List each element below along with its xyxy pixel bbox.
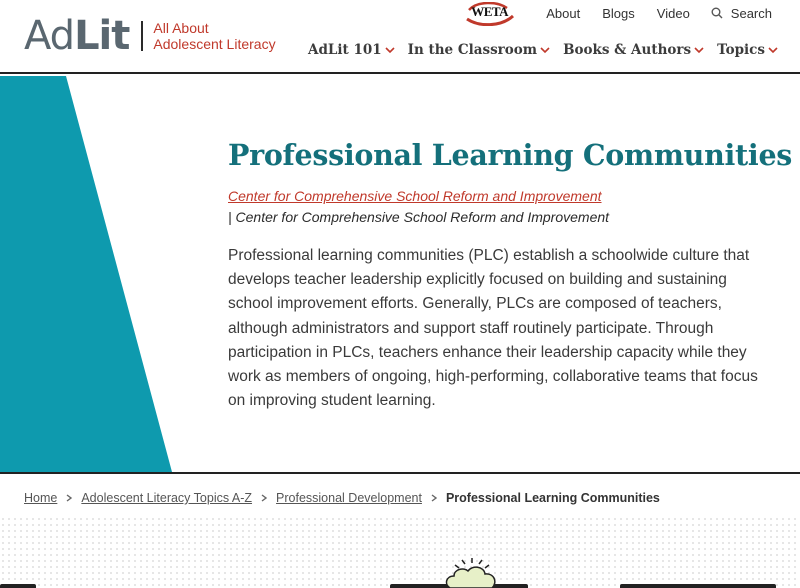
- logo-wordmark: AdLit: [24, 13, 130, 59]
- page-title: Professional Learning Communities: [228, 138, 793, 172]
- search-icon: [711, 7, 723, 19]
- chevron-right-icon: [63, 493, 75, 503]
- chevron-down-icon: [385, 46, 395, 54]
- blogs-link[interactable]: Blogs: [602, 5, 635, 21]
- cloud-icon: [440, 556, 504, 588]
- about-link[interactable]: About: [546, 5, 581, 21]
- chevron-down-icon: [768, 46, 778, 54]
- search-label: Search: [730, 5, 772, 21]
- search-button[interactable]: [711, 6, 772, 21]
- weta-logo-icon[interactable]: WETA: [463, 2, 517, 24]
- breadcrumb-home[interactable]: Home: [24, 491, 58, 505]
- site-logo[interactable]: [24, 14, 276, 58]
- video-link[interactable]: Video: [656, 5, 690, 21]
- breadcrumb-professional-development[interactable]: Professional Development: [276, 491, 422, 505]
- hero-teal-shape: [0, 76, 180, 472]
- site-header: [0, 0, 800, 74]
- chevron-right-icon: [428, 493, 440, 503]
- nav-books-authors[interactable]: Books & Authors: [563, 42, 704, 58]
- source-attribution: | Center for Comprehensive School Reform and Improvement: [228, 209, 610, 225]
- breadcrumb-topics-a-z[interactable]: Adolescent Literacy Topics A-Z: [81, 491, 253, 505]
- breadcrumb-current: Professional Learning Communities: [445, 491, 660, 505]
- logo-divider: [141, 21, 143, 51]
- breadcrumb: [24, 491, 660, 505]
- main-nav: [295, 42, 778, 58]
- hero-section: [0, 76, 800, 472]
- logo-tagline: All About Adolescent Literacy: [153, 20, 276, 52]
- card-edge-left: [0, 584, 36, 588]
- card-edge-right: [620, 584, 776, 588]
- page-description: Professional learning communities (PLC) establish a schoolwide culture that develops teacher leadership explicitly focused on building and sustaining school improvement efforts. Generally, PLCs are composed of teachers, although administrators and support staff routinely participate. Through participation in PLCs, teachers enhance their leadership capacity while they work as members of ongoing, high-performing, collaborative teams that focus on improving student learning.: [228, 247, 758, 410]
- content-area: [0, 516, 800, 588]
- nav-topics[interactable]: Topics: [717, 42, 778, 58]
- nav-in-the-classroom[interactable]: In the Classroom: [408, 42, 550, 58]
- nav-adlit-101[interactable]: AdLit 101: [308, 42, 395, 58]
- utility-nav: [463, 4, 772, 22]
- chevron-right-icon: [258, 493, 270, 503]
- chevron-down-icon: [540, 46, 550, 54]
- hero-divider: [0, 472, 800, 474]
- chevron-down-icon: [694, 46, 704, 54]
- source-link[interactable]: Center for Comprehensive School Reform and Improvement: [228, 188, 602, 204]
